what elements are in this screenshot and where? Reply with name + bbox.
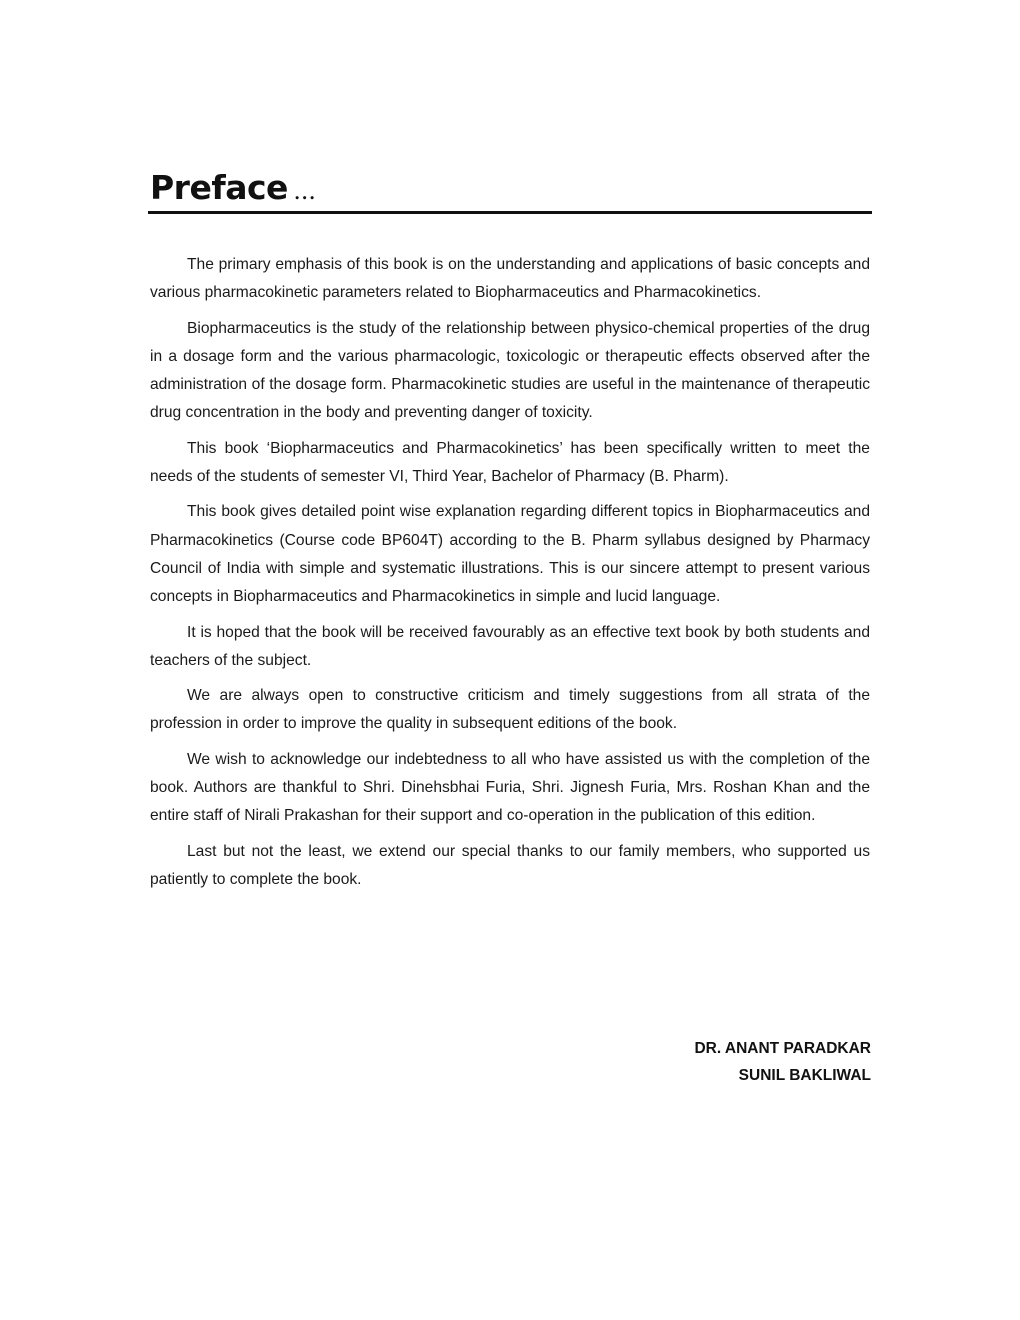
paragraph-1: The primary emphasis of this book is on the understanding and applications of basic concepts and various pharmacokinetic parameters related to Biopharmaceutics and Pharmacokinetics. xyxy=(150,256,870,302)
paragraph-8: Last but not the least, we extend our special thanks to our family members, who supported us patiently to complete the book. xyxy=(150,842,870,888)
paragraph-3: This book ‘Biopharmaceutics and Pharmacokinetics’ has been specifically written to meet the needs of the students of semester VI, Third Year, Bachelor of Pharmacy (B. Pharm). xyxy=(150,439,870,486)
preface-body xyxy=(150,251,870,901)
paragraph-7: We wish to acknowledge our indebtedness to all who have assisted us with the completion of the book. Authors are thankful to Shri. Dinehsbhai Furia, Shri. Jignesh Furia, Mrs. Roshan Khan and the entire staff of Nirali Prakashan for their support and co-operation in the publication of this edition. xyxy=(150,750,870,825)
paragraph-4: This book gives detailed point wise explanation regarding different topics in Biopharmaceutics and Pharmacokinetics (Course code BP604T) according to the B. Pharm syllabus designed by Pharmacy Council of India with simple and systematic illustrations. This is our sincere attempt to present various concepts in Biopharmaceutics and Pharmacokinetics in simple and lucid language. xyxy=(150,503,870,606)
author-signature xyxy=(560,1035,871,1089)
paragraph-6: We are always open to constructive criticism and timely suggestions from all strata of the profession in order to improve the quality in subsequent editions of the book. xyxy=(150,687,870,733)
heading-ellipsis: ... xyxy=(293,176,317,205)
paragraph-2: Biopharmaceutics is the study of the relationship between physico-chemical properties of the drug in a dosage form and the various pharmacologic, toxicologic or therapeutic effects observed after the administration of the dosage form. Pharmacokinetic studies are useful in the maintenance of therapeutic drug concentration in the body and preventing danger of toxicity. xyxy=(150,319,870,422)
heading-title-text: Preface xyxy=(150,168,288,207)
author-name-2: SUNIL BAKLIWAL xyxy=(738,1067,871,1084)
author-name-1: DR. ANANT PARADKAR xyxy=(694,1040,871,1057)
paragraph-5: It is hoped that the book will be received favourably as an effective text book by both students and teachers of the subject. xyxy=(150,623,870,669)
page-title xyxy=(150,168,316,211)
page-heading xyxy=(148,168,872,214)
